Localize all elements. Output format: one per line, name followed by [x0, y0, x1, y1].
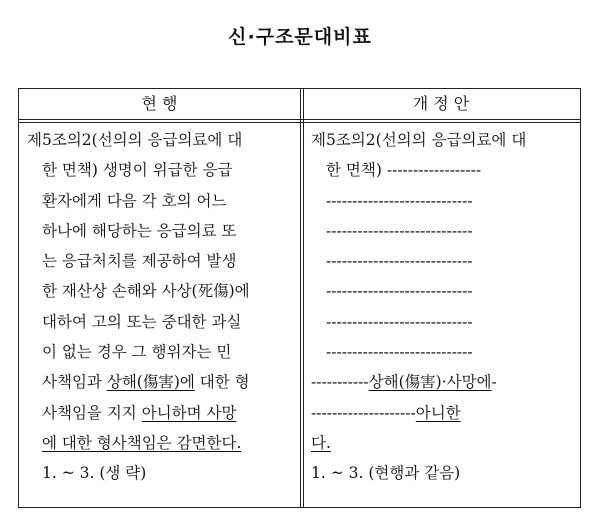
current-line-1: 제5조의2(선의의 응급의료에 대 — [27, 131, 243, 149]
current-line-11 — [27, 428, 293, 458]
current-line-10 — [27, 398, 293, 428]
underlined-text: 상해(傷害)에 — [106, 373, 195, 392]
current-line-6: 한 재산상 손해와 사상(死傷)에 — [42, 282, 250, 301]
current-text: 사책임을 지지 — [42, 403, 137, 422]
revised-column — [311, 125, 573, 489]
revised-line-3: ---------------------------- — [326, 191, 473, 210]
revised-line-1: 제5조의2(선의의 응급의료에 대 — [311, 131, 527, 149]
revised-line-2 — [311, 155, 573, 185]
revised-text: 한 면책) — [326, 161, 382, 180]
revised-line-10 — [311, 398, 573, 428]
page-title: 신·구조문대비표 — [228, 26, 372, 48]
revised-line-11 — [311, 428, 573, 458]
comparison-table — [18, 88, 581, 508]
current-line-8: 이 없는 경우 그 행위자는 민 — [42, 343, 232, 362]
current-line-4: 하나에 해당하는 응급의료 또 — [42, 221, 237, 240]
revised-line-5: ---------------------------- — [326, 252, 473, 271]
revised-line-9 — [311, 367, 573, 397]
revised-line-7: ---------------------------- — [326, 312, 473, 331]
dash-filler: ----------- — [311, 373, 369, 392]
current-line-9 — [27, 367, 293, 397]
current-line-3: 환자에게 다음 각 호의 어느 — [42, 191, 227, 210]
header-current: 현 행 — [141, 94, 178, 113]
current-text: 대한 형 — [199, 373, 250, 392]
current-line-12: 1. ~ 3. (생 략) — [42, 464, 147, 483]
revised-line-4: ---------------------------- — [326, 221, 473, 240]
underlined-text: 아니한 — [415, 403, 461, 422]
dash-filler: - — [491, 373, 497, 392]
underlined-text: 아니하며 사망 — [141, 403, 237, 422]
header-revised: 개 정 안 — [412, 94, 470, 113]
current-text: 사책임과 — [42, 373, 102, 392]
column-divider — [300, 89, 301, 507]
underlined-text: 상해(傷害)·사망에 — [368, 373, 492, 392]
revised-line-8: ---------------------------- — [326, 343, 473, 362]
column-divider-double — [303, 89, 304, 507]
current-law-column — [27, 125, 293, 489]
revised-line-6: ---------------------------- — [326, 282, 473, 301]
revised-line-12: 1. ~ 3. (현행과 같음) — [311, 464, 461, 483]
underlined-text: 에 대한 형사책임은 감면한다. — [42, 433, 242, 452]
dash-filler: -------------------- — [311, 403, 416, 422]
current-line-2: 한 면책) 생명이 위급한 응급 — [42, 161, 233, 180]
current-line-7: 대하여 고의 또는 중대한 과실 — [42, 312, 242, 331]
underlined-text: 다. — [311, 433, 331, 452]
current-line-5: 는 응급처치를 제공하여 발생 — [42, 252, 237, 271]
dash-filler: ------------------ — [386, 161, 482, 180]
